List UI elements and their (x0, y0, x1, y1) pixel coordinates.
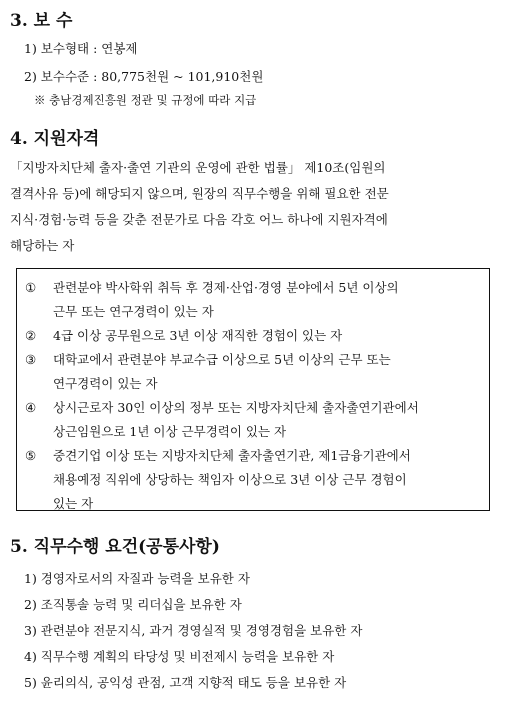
qualification-item-5-cont: 있는 자 (53, 496, 94, 511)
qualification-item-3-cont: 연구경력이 있는 자 (53, 376, 158, 391)
item-number: ② (25, 328, 37, 343)
item-text: 관련분야 박사학위 취득 후 경제·산업·경영 분야에서 5년 이상의 (53, 280, 399, 295)
sec5-item-1: 1) 경영자로서의 자질과 능력을 보유한 자 (24, 571, 250, 586)
qualification-box (16, 268, 490, 511)
item-text: 대학교에서 관련분야 부교수급 이상으로 5년 이상의 근무 또는 (53, 352, 391, 367)
qualification-item-5 (25, 446, 411, 464)
sec5-item-3: 3) 관련분야 전문지식, 과거 경영실적 및 경영경험을 보유한 자 (24, 623, 363, 638)
section-3-title: 3. 보 수 (10, 11, 73, 31)
sec4-intro-line: 「지방자치단체 출자·출연 기관의 운영에 관한 법률」 제10조(임원의 (10, 160, 386, 175)
section-4-title: 4. 지원자격 (10, 129, 100, 149)
item-number: ⑤ (25, 448, 37, 463)
item-number: ③ (25, 352, 37, 367)
item-text: 상시근로자 30인 이상의 정부 또는 지방자치단체 출자출연기관에서 (53, 400, 419, 415)
qualification-item-1 (25, 278, 399, 296)
item-text: 중견기업 이상 또는 지방자치단체 출자출연기관, 제1금융기관에서 (53, 448, 411, 463)
qualification-item-2 (25, 326, 342, 344)
sec3-note: ※ 충남경제진흥원 정관 및 규정에 따라 지급 (34, 93, 257, 107)
item-number: ① (25, 280, 37, 295)
sec4-intro-line: 해당하는 자 (10, 238, 75, 253)
sec4-intro (10, 155, 500, 259)
qualification-item-3 (25, 350, 391, 368)
item-text: 4급 이상 공무원으로 3년 이상 재직한 경험이 있는 자 (53, 328, 343, 343)
sec3-item-1: 1) 보수형태 : 연봉제 (24, 41, 138, 56)
sec5-item-5: 5) 윤리의식, 공익성 관점, 고객 지향적 태도 등을 보유한 자 (24, 675, 347, 690)
qualification-item-1-cont: 근무 또는 연구경력이 있는 자 (53, 304, 214, 319)
sec4-intro-line: 결격사유 등)에 해당되지 않으며, 원장의 직무수행을 위해 필요한 전문 (10, 186, 389, 201)
sec3-item-2: 2) 보수수준 : 80,775천원 ~ 101,910천원 (24, 69, 264, 84)
item-number: ④ (25, 400, 37, 415)
qualification-item-5-cont: 채용예정 직위에 상당하는 책임자 이상으로 3년 이상 근무 경험이 (53, 472, 407, 487)
sec5-item-4: 4) 직무수행 계획의 타당성 및 비전제시 능력을 보유한 자 (24, 649, 335, 664)
sec5-item-2: 2) 조직통솔 능력 및 리더십을 보유한 자 (24, 597, 242, 612)
qualification-item-4 (25, 398, 419, 416)
qualification-item-4-cont: 상근임원으로 1년 이상 근무경력이 있는 자 (53, 424, 287, 439)
sec4-intro-line: 지식·경험·능력 등을 갖춘 전문가로 다음 각호 어느 하나에 지원자격에 (10, 212, 388, 227)
section-5-title: 5. 직무수행 요건(공통사항) (10, 537, 220, 557)
